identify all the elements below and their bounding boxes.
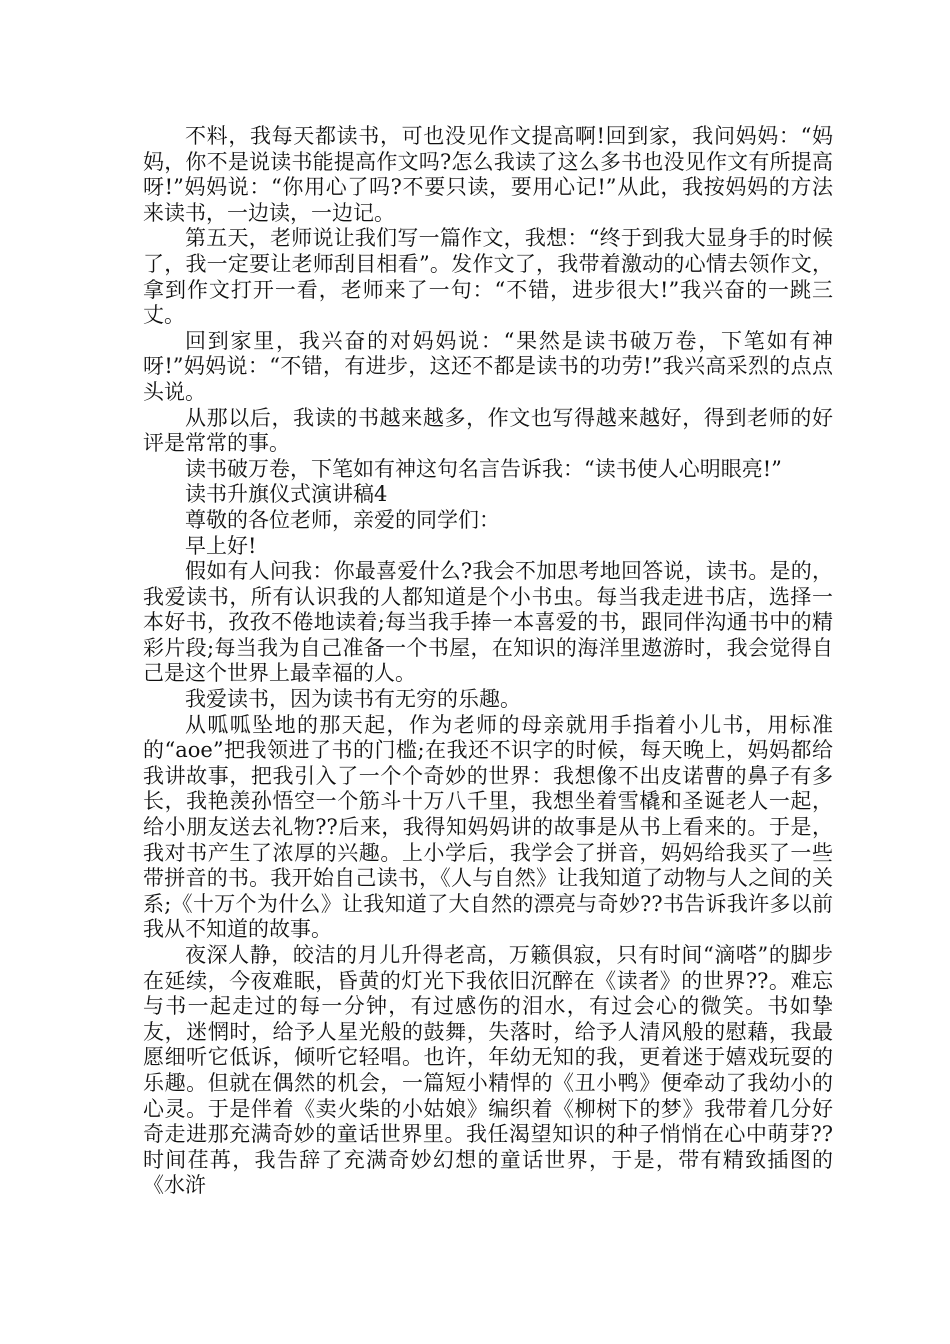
greeting: 早上好! xyxy=(185,533,257,558)
document-body xyxy=(143,124,833,1199)
paragraph-9: 假如有人问我：你最喜爱什么?我会不加思考地回答说，读书。是的，我爱读书，所有认识我的人都知道是个小书虫。每当我走进书店，选择一本好书，孜孜不倦地读着;每当我手捧一本喜爱的书，跟同伴沟通书中的精彩片段;每当我为自己准备一个书屋，在知识的海洋里遨游时，我会觉得自己是这个世界上最幸福的人。 xyxy=(143,559,833,686)
paragraph-1: 不料，我每天都读书，可也没见作文提高啊!回到家，我问妈妈：“妈妈，你不是说读书能提高作文吗?怎么我读了这么多书也没见作文有所提高呀!”妈妈说：“你用心了吗?不要只读，要用心记!”从此，我按妈妈的方法来读书，一边读，一边记。 xyxy=(143,124,833,225)
paragraph-10: 我爱读书，因为读书有无穷的乐趣。 xyxy=(185,687,521,712)
paragraph-2: 第五天，老师说让我们写一篇作文，我想：“终于到我大显身手的时候了，我一定要让老师刮目相看”。发作文了，我带着激动的心情去领作文，拿到作文打开一看，老师来了一句：“不错，进步很大!”我兴奋的一跳三丈。 xyxy=(143,226,833,328)
salutation: 尊敬的各位老师，亲爱的同学们： xyxy=(185,507,500,532)
section-title: 读书升旗仪式演讲稿4 xyxy=(185,482,388,507)
paragraph-4: 从那以后，我读的书越来越多，作文也写得越来越好，得到老师的好评是常常的事。 xyxy=(143,405,833,456)
paragraph-3: 回到家里，我兴奋的对妈妈说：“果然是读书破万卷，下笔如有神呀!”妈妈说：“不错，有进步，这还不都是读书的功劳!”我兴高采烈的点点头说。 xyxy=(143,328,833,404)
paragraph-5: 读书破万卷，下笔如有神这句名言告诉我：“读书使人心明眼亮!” xyxy=(185,456,782,481)
paragraph-12: 夜深人静，皎洁的月儿升得老高，万籁俱寂，只有时间“滴嗒”的脚步在延续，今夜难眠，昏黄的灯光下我依旧沉醉在《读者》的世界??。难忘与书一起走过的每一分钟，有过感伤的泪水，有过会心的微笑。书如挚友，迷惘时，给予人星光般的鼓舞，失落时，给予人清风般的慰藉，我最愿细听它低诉，倾听它轻唱。也许，年幼无知的我，更着迷于嬉戏玩耍的乐趣。但就在偶然的机会，一篇短小精悍的《丑小鸭》便牵动了我幼小的心灵。于是伴着《卖火柴的小姑娘》编织着《柳树下的梦》我带着几分好奇走进那充满奇妙的童话世界里。我任渴望知识的种子悄悄在心中萌芽??时间荏苒，我告辞了充满奇妙幻想的童话世界，于是，带有精致插图的《水浒 xyxy=(143,943,833,1198)
paragraph-11: 从呱呱坠地的那天起，作为老师的母亲就用手指着小儿书，用标准的“aoe”把我领进了书的门槛;在我还不识字的时候，每天晚上，妈妈都给我讲故事，把我引入了一个个奇妙的世界：我想像不出皮诺曹的鼻子有多长，我艳羡孙悟空一个筋斗十万八千里，我想坐着雪橇和圣诞老人一起，给小朋友送去礼物??后来，我得知妈妈讲的故事是从书上看来的。于是，我对书产生了浓厚的兴趣。上小学后，我学会了拼音，妈妈给我买了一些带拼音的书。我开始自己读书，《人与自然》让我知道了动物与人之间的关系;《十万个为什么》让我知道了大自然的漂亮与奇妙??书告诉我许多以前我从不知道的故事。 xyxy=(143,712,833,942)
